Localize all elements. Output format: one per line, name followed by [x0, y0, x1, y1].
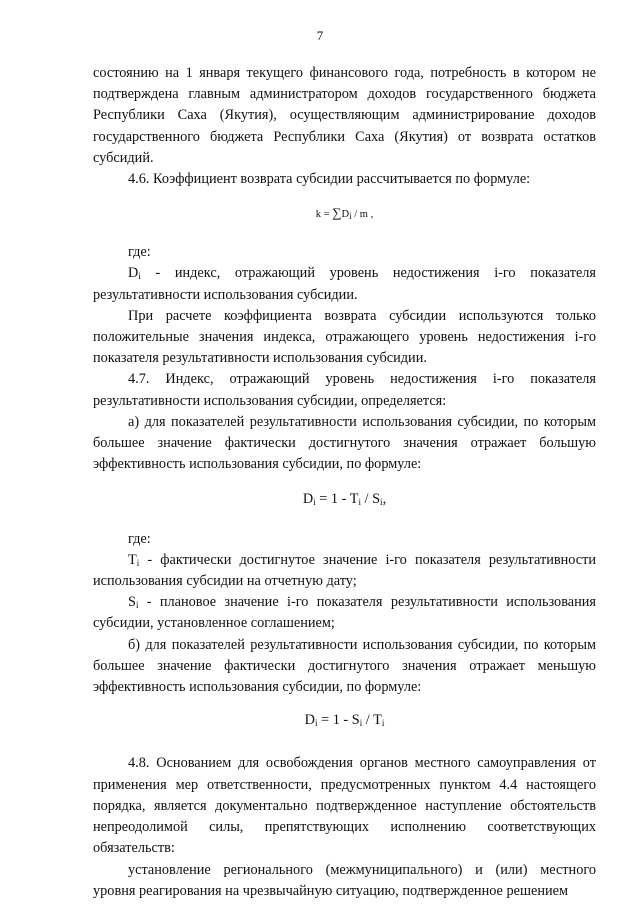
paragraph-b: б) для показателей результативности использования субсидии, по которым большее значение фактически достигнутого значения отражает меньшую эффективность использования субсидии, по формуле: [93, 636, 596, 696]
formula-d: D [302, 491, 314, 508]
symbol-t: T [128, 551, 137, 568]
formula-subscript: i [380, 497, 383, 508]
definition-text: - индекс, отражающий уровень недостижения i-го показателя результативности использования субсидии. [93, 265, 596, 303]
symbol-subscript: i [138, 271, 141, 282]
formula-part: = 1 - S [317, 712, 360, 729]
definition-text: - плановое значение i-го показателя результативности использования субсидии, установленное соглашением; [93, 594, 596, 632]
formula-subscript: i [349, 211, 352, 222]
formula-subscript: i [313, 497, 316, 508]
where-label: где: [128, 244, 151, 261]
formula-rest: / m , [351, 209, 374, 221]
where-label: где: [128, 530, 151, 547]
formula-subscript: i [314, 718, 318, 729]
formula-d: D [341, 209, 350, 221]
symbol-subscript: i [135, 600, 139, 611]
document-body [93, 63, 596, 902]
sum-symbol: ∑ [332, 205, 342, 221]
formula-index-a [93, 489, 596, 510]
formula-part: / S [360, 491, 381, 508]
formula-k: k = [315, 209, 333, 221]
paragraph-4-7: 4.7. Индекс, отражающий уровень недостижения i-го показателя результативности использования субсидии, определяется: [93, 371, 596, 409]
paragraph-emergency: установление регионального (межмуниципального) и (или) местного уровня реагирования на чрезвычайную ситуацию, подтвержденное решением [93, 861, 596, 899]
formula-index-b [93, 710, 596, 731]
formula-part: , [382, 491, 387, 508]
definition-text: - фактически достигнутое значение i-го показателя результативности использования субсидии на отчетную дату; [93, 551, 596, 590]
page-number: 7 [316, 28, 324, 43]
formula-subscript: i [359, 718, 363, 729]
definition-di [93, 263, 596, 305]
paragraph-continuation: состоянию на 1 января текущего финансового года, потребность в котором не подтверждена главным администратором доходов государственного бюджета Республики Саха (Якутия), осуществляющим администрирование доходов государственного бюджета Республики Саха (Якутия) от возврата остатков субсидий. [93, 65, 596, 166]
paragraph-4-8: 4.8. Основанием для освобождения органов местного самоуправления от применения мер ответственности, предусмотренных пунктом 4.4 настоящего порядка, является документально подтвержденное наступление обстоятельств непреодолимой силы, препятствующих исполнению соответствующих обязательств: [93, 755, 596, 857]
formula-part: = 1 - T [315, 491, 359, 508]
formula-part: / T [362, 712, 382, 729]
symbol-subscript: i [136, 557, 140, 568]
definition-si [93, 592, 596, 634]
formula-subscript: i [358, 497, 361, 508]
formula-d: D [304, 712, 315, 729]
formula-return-coefficient [93, 206, 596, 222]
paragraph-positive-values: При расчете коэффициента возврата субсидии используются только положительные значения индекса, отражающего уровень недостижения i-го показателя результативности использования субсидии. [93, 307, 596, 367]
definition-ti [93, 550, 596, 592]
symbol-s: S [128, 594, 136, 611]
symbol-d: D [128, 265, 139, 282]
paragraph-4-6: 4.6. Коэффициент возврата субсидии рассчитывается по формуле: [128, 171, 531, 188]
paragraph-a: а) для показателей результативности использования субсидии, по которым большее значение фактически достигнутого значения отражает большую эффективность использования субсидии, по формуле: [93, 413, 596, 473]
formula-subscript: i [381, 718, 385, 729]
